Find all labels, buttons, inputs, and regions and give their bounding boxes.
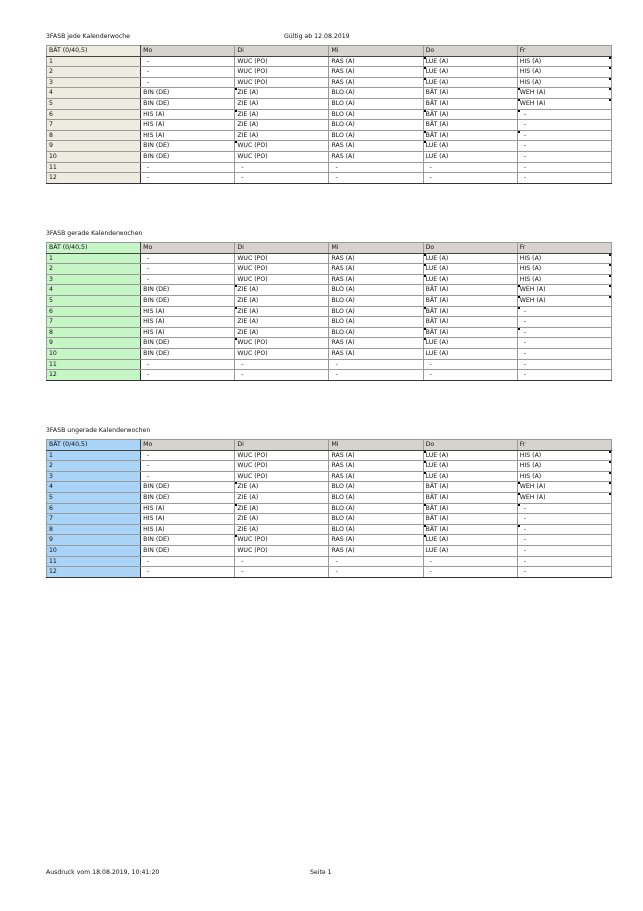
lesson-cell[interactable]: WUC (PO) [235,545,329,556]
lesson-cell[interactable]: ZIE (A) [235,295,329,306]
period-number: 6 [47,503,141,514]
day-header: Fr [517,46,611,57]
lesson-cell[interactable]: - [517,524,611,535]
lesson-cell[interactable]: WUC (PO) [235,535,329,546]
lesson-cell[interactable]: WUC (PO) [235,471,329,482]
lesson-cell[interactable]: - [141,359,235,370]
period-number: 1 [47,253,141,264]
period-number: 2 [47,264,141,275]
lesson-cell[interactable]: - [423,370,517,381]
day-header: Mi [329,440,423,451]
period-number: 10 [47,545,141,556]
lesson-cell[interactable]: RAS (A) [329,67,423,78]
lesson-cell[interactable]: RAS (A) [329,471,423,482]
lesson-cell[interactable]: BLO (A) [329,88,423,99]
lesson-cell[interactable]: - [517,306,611,317]
lesson-cell[interactable]: - [141,274,235,285]
lesson-cell[interactable]: WUC (PO) [235,338,329,349]
lesson-cell[interactable]: - [141,56,235,67]
lesson-cell[interactable]: - [141,253,235,264]
lesson-cell[interactable]: LUE (A) [423,264,517,275]
lesson-cell[interactable]: - [235,162,329,173]
lesson-cell[interactable]: HIS (A) [141,514,235,525]
lesson-cell[interactable]: BÄT (A) [423,327,517,338]
period-number: 5 [47,295,141,306]
lesson-cell[interactable]: HIS (A) [517,56,611,67]
lesson-cell[interactable]: - [517,162,611,173]
lesson-cell[interactable]: WUC (PO) [235,264,329,275]
table-row [47,56,612,67]
table-row [47,327,612,338]
table-row [47,88,612,99]
section-caption-1: 3FASB gerade Kalenderwochen [46,230,143,237]
lesson-cell[interactable]: RAS (A) [329,545,423,556]
lesson-cell[interactable]: ZIE (A) [235,482,329,493]
table-row [47,450,612,461]
print-timestamp: Ausdruck vom 18.08.2019, 10:41:20 [46,869,160,876]
lesson-cell[interactable]: - [517,567,611,578]
lesson-cell[interactable]: BIN (DE) [141,88,235,99]
lesson-cell[interactable]: WUC (PO) [235,151,329,162]
lesson-cell[interactable]: BÄT (A) [423,88,517,99]
day-header: Mi [329,243,423,254]
lesson-cell[interactable]: - [141,556,235,567]
lesson-cell[interactable]: HIS (A) [517,253,611,264]
lesson-cell[interactable]: HIS (A) [141,327,235,338]
period-number: 8 [47,130,141,141]
lesson-cell[interactable]: BIN (DE) [141,285,235,296]
lesson-cell[interactable]: HIS (A) [141,120,235,131]
lesson-cell[interactable]: HIS (A) [141,317,235,328]
lesson-cell[interactable]: - [329,370,423,381]
lesson-cell[interactable]: BIN (DE) [141,295,235,306]
lesson-cell[interactable]: BIN (DE) [141,482,235,493]
lesson-cell[interactable]: - [517,130,611,141]
day-header: Mo [141,46,235,57]
table-row [47,109,612,120]
lesson-cell[interactable]: RAS (A) [329,151,423,162]
table-row [47,348,612,359]
lesson-cell[interactable]: BÄT (A) [423,120,517,131]
lesson-cell[interactable]: RAS (A) [329,56,423,67]
lesson-cell[interactable]: - [517,535,611,546]
lesson-cell[interactable]: BLO (A) [329,109,423,120]
lesson-cell[interactable]: - [423,162,517,173]
period-number: 3 [47,274,141,285]
lesson-cell[interactable]: - [423,359,517,370]
lesson-cell[interactable]: BLO (A) [329,524,423,535]
lesson-cell[interactable]: - [517,338,611,349]
lesson-cell[interactable]: BLO (A) [329,482,423,493]
table-row [47,173,612,184]
lesson-cell[interactable]: - [329,162,423,173]
lesson-cell[interactable]: - [517,514,611,525]
lesson-cell[interactable]: BIN (DE) [141,545,235,556]
table-row [47,545,612,556]
period-number: 7 [47,120,141,131]
table-row [47,67,612,78]
lesson-cell[interactable]: BLO (A) [329,514,423,525]
lesson-cell[interactable]: LUE (A) [423,471,517,482]
lesson-cell[interactable]: WUC (PO) [235,274,329,285]
lesson-cell[interactable]: - [141,67,235,78]
lesson-cell[interactable]: BLO (A) [329,503,423,514]
table-row [47,77,612,88]
lesson-cell[interactable]: LUE (A) [423,56,517,67]
lesson-cell[interactable]: BLO (A) [329,317,423,328]
lesson-cell[interactable]: BIN (DE) [141,492,235,503]
lesson-cell[interactable]: WUC (PO) [235,348,329,359]
lesson-cell[interactable]: BLO (A) [329,130,423,141]
period-number: 8 [47,327,141,338]
table-row [47,503,612,514]
lesson-cell[interactable]: BÄT (A) [423,295,517,306]
day-header: Do [423,243,517,254]
table-row [47,359,612,370]
timetable-2 [46,439,612,578]
lesson-cell[interactable]: WUC (PO) [235,77,329,88]
table-row [47,567,612,578]
table-row [47,120,612,131]
lesson-cell[interactable]: RAS (A) [329,141,423,152]
period-number: 1 [47,56,141,67]
lesson-cell[interactable]: ZIE (A) [235,306,329,317]
lesson-cell[interactable]: BÄT (A) [423,109,517,120]
period-number: 9 [47,141,141,152]
lesson-cell[interactable]: LUE (A) [423,450,517,461]
lesson-cell[interactable]: HIS (A) [517,450,611,461]
lesson-cell[interactable]: LUE (A) [423,348,517,359]
lesson-cell[interactable]: - [329,556,423,567]
table-row [47,306,612,317]
lesson-cell[interactable]: ZIE (A) [235,492,329,503]
lesson-cell[interactable]: ZIE (A) [235,98,329,109]
period-number: 8 [47,524,141,535]
period-number: 6 [47,109,141,120]
lesson-cell[interactable]: - [517,359,611,370]
period-number: 5 [47,98,141,109]
lesson-cell[interactable]: LUE (A) [423,253,517,264]
lesson-cell[interactable]: BIN (DE) [141,98,235,109]
lesson-cell[interactable]: HIS (A) [517,461,611,472]
lesson-cell[interactable]: - [517,173,611,184]
period-number: 12 [47,567,141,578]
section-caption-0: 3FASB jede Kalenderwoche [46,33,130,40]
lesson-cell[interactable]: WEH (A) [517,285,611,296]
lesson-cell[interactable]: WUC (PO) [235,253,329,264]
lesson-cell[interactable]: - [141,370,235,381]
lesson-cell[interactable]: WEH (A) [517,88,611,99]
lesson-cell[interactable]: LUE (A) [423,151,517,162]
lesson-cell[interactable]: LUE (A) [423,274,517,285]
lesson-cell[interactable]: BIN (DE) [141,535,235,546]
lesson-cell[interactable]: - [517,556,611,567]
lesson-cell[interactable]: BLO (A) [329,120,423,131]
lesson-cell[interactable]: RAS (A) [329,461,423,472]
lesson-cell[interactable]: LUE (A) [423,141,517,152]
day-header: Mi [329,46,423,57]
lesson-cell[interactable]: BÄT (A) [423,130,517,141]
period-number: 4 [47,285,141,296]
lesson-cell[interactable]: BLO (A) [329,98,423,109]
table-row [47,141,612,152]
period-number: 9 [47,338,141,349]
lesson-cell[interactable]: - [141,450,235,461]
lesson-cell[interactable]: ZIE (A) [235,524,329,535]
lesson-cell[interactable]: - [141,567,235,578]
lesson-cell[interactable]: - [423,173,517,184]
lesson-cell[interactable]: BLO (A) [329,327,423,338]
timetable-header-row [47,243,612,254]
lesson-cell[interactable]: RAS (A) [329,450,423,461]
table-row [47,264,612,275]
table-row [47,285,612,296]
table-row [47,130,612,141]
lesson-cell[interactable]: ZIE (A) [235,327,329,338]
lesson-cell[interactable]: ZIE (A) [235,130,329,141]
lesson-cell[interactable]: BIN (DE) [141,348,235,359]
lesson-cell[interactable]: - [517,503,611,514]
lesson-cell[interactable]: - [517,348,611,359]
lesson-cell[interactable]: RAS (A) [329,535,423,546]
lesson-cell[interactable]: - [235,567,329,578]
period-number: 7 [47,317,141,328]
day-header: Do [423,46,517,57]
lesson-cell[interactable]: LUE (A) [423,77,517,88]
lesson-cell[interactable]: HIS (A) [517,274,611,285]
lesson-cell[interactable]: WUC (PO) [235,141,329,152]
lesson-cell[interactable]: BÄT (A) [423,514,517,525]
lesson-cell[interactable]: WEH (A) [517,492,611,503]
lesson-cell[interactable]: ZIE (A) [235,503,329,514]
room-header: BÄT (0/40,5) [47,440,141,451]
day-header: Di [235,243,329,254]
lesson-cell[interactable]: LUE (A) [423,338,517,349]
lesson-cell[interactable]: RAS (A) [329,253,423,264]
lesson-cell[interactable]: - [235,370,329,381]
lesson-cell[interactable]: - [423,567,517,578]
lesson-cell[interactable]: BÄT (A) [423,524,517,535]
lesson-cell[interactable]: ZIE (A) [235,317,329,328]
lesson-cell[interactable]: - [141,471,235,482]
period-number: 12 [47,173,141,184]
table-row [47,461,612,472]
table-row [47,556,612,567]
lesson-cell[interactable]: - [329,567,423,578]
table-row [47,162,612,173]
lesson-cell[interactable]: - [329,173,423,184]
lesson-cell[interactable]: - [517,545,611,556]
lesson-cell[interactable]: HIS (A) [517,471,611,482]
lesson-cell[interactable]: RAS (A) [329,77,423,88]
lesson-cell[interactable]: WEH (A) [517,98,611,109]
timetable-1 [46,242,612,381]
period-number: 4 [47,88,141,99]
day-header: Di [235,46,329,57]
lesson-cell[interactable]: BLO (A) [329,306,423,317]
period-number: 9 [47,535,141,546]
lesson-cell[interactable]: ZIE (A) [235,285,329,296]
lesson-cell[interactable]: WEH (A) [517,295,611,306]
lesson-cell[interactable]: HIS (A) [141,503,235,514]
table-row [47,514,612,525]
day-header: Mo [141,243,235,254]
period-number: 11 [47,162,141,173]
period-number: 2 [47,67,141,78]
lesson-cell[interactable]: WUC (PO) [235,450,329,461]
lesson-cell[interactable]: - [517,151,611,162]
lesson-cell[interactable]: HIS (A) [141,109,235,120]
lesson-cell[interactable]: WEH (A) [517,482,611,493]
day-header: Fr [517,243,611,254]
period-number: 10 [47,348,141,359]
lesson-cell[interactable]: RAS (A) [329,274,423,285]
lesson-cell[interactable]: - [235,359,329,370]
period-number: 2 [47,461,141,472]
lesson-cell[interactable]: - [141,77,235,88]
lesson-cell[interactable]: - [517,109,611,120]
lesson-cell[interactable]: BIN (DE) [141,338,235,349]
lesson-cell[interactable]: RAS (A) [329,264,423,275]
lesson-cell[interactable]: RAS (A) [329,338,423,349]
lesson-cell[interactable]: WUC (PO) [235,67,329,78]
lesson-cell[interactable]: - [235,173,329,184]
period-number: 11 [47,556,141,567]
page-number: Seite 1 [310,869,332,876]
lesson-cell[interactable]: RAS (A) [329,348,423,359]
timetable-header-row [47,440,612,451]
room-header: BÄT (0/40,5) [47,243,141,254]
lesson-cell[interactable]: HIS (A) [141,306,235,317]
lesson-cell[interactable]: ZIE (A) [235,88,329,99]
room-header: BÄT (0/40,5) [47,46,141,57]
section-caption-2: 3FASB ungerade Kalenderwochen [46,427,151,434]
period-number: 6 [47,306,141,317]
lesson-cell[interactable]: LUE (A) [423,545,517,556]
lesson-cell[interactable]: BLO (A) [329,285,423,296]
lesson-cell[interactable]: ZIE (A) [235,120,329,131]
lesson-cell[interactable]: - [423,556,517,567]
lesson-cell[interactable]: HIS (A) [517,67,611,78]
lesson-cell[interactable]: LUE (A) [423,67,517,78]
table-row [47,370,612,381]
day-header: Di [235,440,329,451]
period-number: 1 [47,450,141,461]
lesson-cell[interactable]: HIS (A) [141,130,235,141]
lesson-cell[interactable]: - [517,120,611,131]
table-row [47,98,612,109]
lesson-cell[interactable]: BLO (A) [329,295,423,306]
day-header: Fr [517,440,611,451]
table-row [47,295,612,306]
lesson-cell[interactable]: LUE (A) [423,535,517,546]
lesson-cell[interactable]: - [329,359,423,370]
lesson-cell[interactable]: BÄT (A) [423,98,517,109]
lesson-cell[interactable]: - [517,141,611,152]
table-row [47,274,612,285]
timetable-header-row [47,46,612,57]
lesson-cell[interactable]: - [141,162,235,173]
period-number: 10 [47,151,141,162]
timetable-0 [46,45,612,184]
lesson-cell[interactable]: BLO (A) [329,492,423,503]
lesson-cell[interactable]: BÄT (A) [423,285,517,296]
period-number: 7 [47,514,141,525]
lesson-cell[interactable]: BIN (DE) [141,141,235,152]
lesson-cell[interactable]: BÄT (A) [423,317,517,328]
lesson-cell[interactable]: BÄT (A) [423,306,517,317]
table-row [47,492,612,503]
period-number: 5 [47,492,141,503]
table-row [47,317,612,328]
validity-date: Gültig ab 12.08.2019 [284,33,350,40]
table-row [47,524,612,535]
table-row [47,253,612,264]
lesson-cell[interactable]: - [235,556,329,567]
lesson-cell[interactable]: BÄT (A) [423,482,517,493]
table-row [47,151,612,162]
lesson-cell[interactable]: - [517,327,611,338]
period-number: 12 [47,370,141,381]
table-row [47,471,612,482]
lesson-cell[interactable]: WUC (PO) [235,56,329,67]
lesson-cell[interactable]: HIS (A) [517,264,611,275]
lesson-cell[interactable]: - [517,317,611,328]
period-number: 4 [47,482,141,493]
day-header: Do [423,440,517,451]
lesson-cell[interactable]: ZIE (A) [235,514,329,525]
period-number: 11 [47,359,141,370]
lesson-cell[interactable]: - [141,461,235,472]
table-row [47,535,612,546]
lesson-cell[interactable]: - [517,370,611,381]
lesson-cell[interactable]: - [141,173,235,184]
table-row [47,338,612,349]
lesson-cell[interactable]: LUE (A) [423,461,517,472]
lesson-cell[interactable]: HIS (A) [517,77,611,88]
lesson-cell[interactable]: BIN (DE) [141,151,235,162]
lesson-cell[interactable]: WUC (PO) [235,461,329,472]
lesson-cell[interactable]: ZIE (A) [235,109,329,120]
lesson-cell[interactable]: BÄT (A) [423,503,517,514]
lesson-cell[interactable]: HIS (A) [141,524,235,535]
lesson-cell[interactable]: BÄT (A) [423,492,517,503]
period-number: 3 [47,77,141,88]
table-row [47,482,612,493]
period-number: 3 [47,471,141,482]
lesson-cell[interactable]: - [141,264,235,275]
day-header: Mo [141,440,235,451]
